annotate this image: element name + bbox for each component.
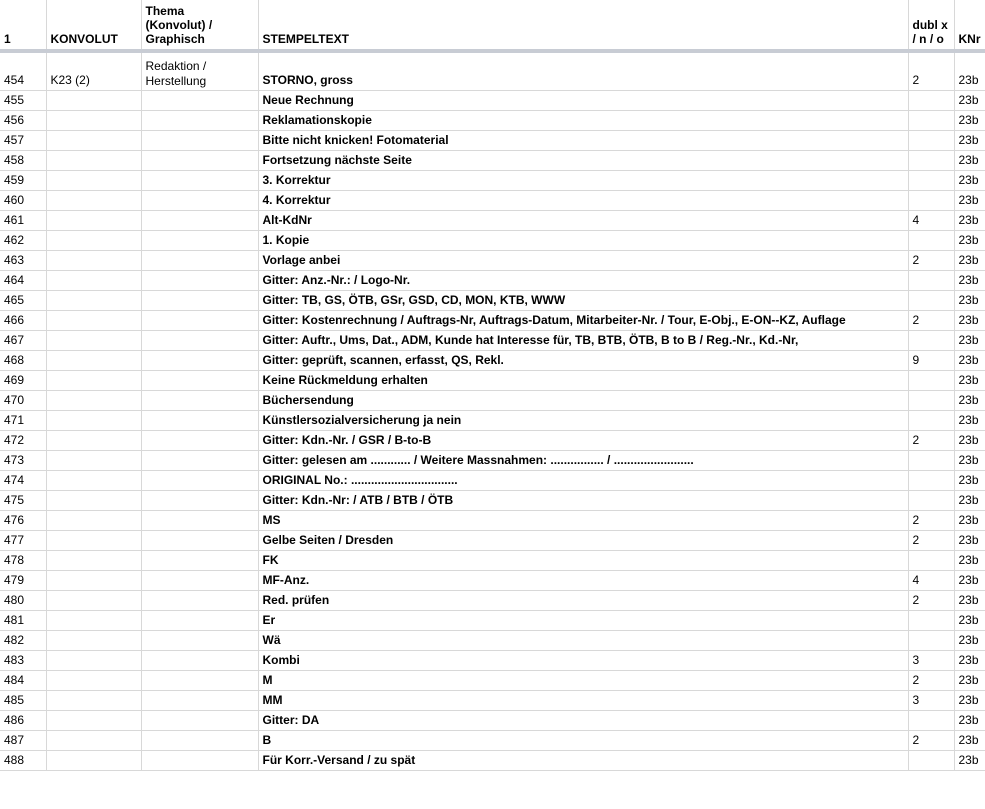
cell-knr[interactable]: 23b bbox=[954, 710, 985, 730]
header-dubl[interactable]: dubl x / n / o bbox=[908, 0, 954, 51]
cell-konvolut[interactable] bbox=[46, 530, 141, 550]
table-row bbox=[0, 290, 985, 310]
cell-thema[interactable] bbox=[141, 650, 258, 670]
cell-stempeltext[interactable]: STORNO, gross bbox=[258, 51, 908, 90]
cell-dubl[interactable]: 4 bbox=[908, 570, 954, 590]
cell-dubl[interactable] bbox=[908, 630, 954, 650]
cell-stempeltext[interactable]: Gitter: gelesen am ............ / Weitere Massnahmen: ................ / ........................ bbox=[258, 450, 908, 470]
cell-konvolut[interactable] bbox=[46, 610, 141, 630]
cell-thema[interactable] bbox=[141, 130, 258, 150]
cell-konvolut[interactable] bbox=[46, 730, 141, 750]
cell-knr[interactable]: 23b bbox=[954, 510, 985, 530]
cell-stempeltext[interactable]: Red. prüfen bbox=[258, 590, 908, 610]
table-row bbox=[0, 310, 985, 330]
cell-knr[interactable]: 23b bbox=[954, 190, 985, 210]
cell-stempeltext[interactable]: 3. Korrektur bbox=[258, 170, 908, 190]
cell-nr[interactable]: 475 bbox=[0, 490, 46, 510]
header-nr[interactable]: 1 bbox=[0, 0, 46, 51]
cell-knr[interactable]: 23b bbox=[954, 730, 985, 750]
cell-konvolut[interactable] bbox=[46, 250, 141, 270]
cell-konvolut[interactable] bbox=[46, 150, 141, 170]
cell-nr[interactable]: 455 bbox=[0, 90, 46, 110]
cell-konvolut[interactable] bbox=[46, 470, 141, 490]
cell-konvolut[interactable] bbox=[46, 570, 141, 590]
cell-thema[interactable] bbox=[141, 550, 258, 570]
table-row bbox=[0, 190, 985, 210]
cell-konvolut[interactable] bbox=[46, 450, 141, 470]
cell-nr[interactable]: 463 bbox=[0, 250, 46, 270]
table-row bbox=[0, 590, 985, 610]
cell-knr[interactable]: 23b bbox=[954, 410, 985, 430]
cell-thema[interactable] bbox=[141, 110, 258, 130]
cell-konvolut[interactable] bbox=[46, 430, 141, 450]
cell-thema[interactable] bbox=[141, 150, 258, 170]
cell-stempeltext[interactable]: Neue Rechnung bbox=[258, 90, 908, 110]
cell-knr[interactable]: 23b bbox=[954, 590, 985, 610]
cell-stempeltext[interactable]: Gitter: Auftr., Ums, Dat., ADM, Kunde hat Interesse für, TB, BTB, ÖTB, B to B / Reg.-Nr., Kd.-Nr, bbox=[258, 330, 908, 350]
cell-dubl[interactable]: 9 bbox=[908, 350, 954, 370]
cell-knr[interactable]: 23b bbox=[954, 630, 985, 650]
cell-dubl[interactable] bbox=[908, 150, 954, 170]
cell-konvolut[interactable] bbox=[46, 590, 141, 610]
cell-knr[interactable]: 23b bbox=[954, 610, 985, 630]
cell-dubl[interactable] bbox=[908, 370, 954, 390]
cell-stempeltext[interactable]: Er bbox=[258, 610, 908, 630]
table-row bbox=[0, 610, 985, 630]
cell-thema[interactable] bbox=[141, 250, 258, 270]
cell-konvolut[interactable] bbox=[46, 90, 141, 110]
cell-nr[interactable]: 476 bbox=[0, 510, 46, 530]
cell-thema[interactable] bbox=[141, 610, 258, 630]
cell-konvolut[interactable] bbox=[46, 290, 141, 310]
cell-stempeltext[interactable]: FK bbox=[258, 550, 908, 570]
cell-knr[interactable]: 23b bbox=[954, 330, 985, 350]
cell-stempeltext[interactable]: Fortsetzung nächste Seite bbox=[258, 150, 908, 170]
cell-nr[interactable]: 469 bbox=[0, 370, 46, 390]
cell-thema[interactable] bbox=[141, 470, 258, 490]
cell-stempeltext[interactable]: Vorlage anbei bbox=[258, 250, 908, 270]
cell-thema[interactable] bbox=[141, 710, 258, 730]
cell-thema[interactable] bbox=[141, 170, 258, 190]
cell-dubl[interactable] bbox=[908, 550, 954, 570]
cell-knr[interactable]: 23b bbox=[954, 530, 985, 550]
cell-dubl[interactable] bbox=[908, 230, 954, 250]
cell-nr[interactable]: 485 bbox=[0, 690, 46, 710]
cell-stempeltext[interactable]: Gitter: Kdn.-Nr: / ATB / BTB / ÖTB bbox=[258, 490, 908, 510]
header-knr[interactable]: KNr bbox=[954, 0, 985, 51]
table-row bbox=[0, 370, 985, 390]
cell-dubl[interactable] bbox=[908, 290, 954, 310]
cell-stempeltext[interactable]: Keine Rückmeldung erhalten bbox=[258, 370, 908, 390]
cell-nr[interactable]: 467 bbox=[0, 330, 46, 350]
cell-dubl[interactable] bbox=[908, 710, 954, 730]
cell-konvolut[interactable] bbox=[46, 130, 141, 150]
cell-knr[interactable]: 23b bbox=[954, 150, 985, 170]
cell-thema[interactable] bbox=[141, 530, 258, 550]
cell-dubl[interactable] bbox=[908, 330, 954, 350]
cell-knr[interactable]: 23b bbox=[954, 750, 985, 770]
cell-knr[interactable]: 23b bbox=[954, 51, 985, 90]
cell-nr[interactable]: 462 bbox=[0, 230, 46, 250]
cell-thema[interactable] bbox=[141, 630, 258, 650]
cell-knr[interactable]: 23b bbox=[954, 310, 985, 330]
cell-thema[interactable] bbox=[141, 690, 258, 710]
header-thema[interactable]: Thema (Konvolut) / Graphisch bbox=[141, 0, 258, 51]
cell-dubl[interactable] bbox=[908, 270, 954, 290]
cell-nr[interactable]: 480 bbox=[0, 590, 46, 610]
cell-knr[interactable]: 23b bbox=[954, 290, 985, 310]
cell-dubl[interactable]: 3 bbox=[908, 650, 954, 670]
cell-thema[interactable] bbox=[141, 570, 258, 590]
cell-nr[interactable]: 468 bbox=[0, 350, 46, 370]
cell-nr[interactable]: 464 bbox=[0, 270, 46, 290]
cell-dubl[interactable] bbox=[908, 130, 954, 150]
cell-dubl[interactable] bbox=[908, 750, 954, 770]
cell-knr[interactable]: 23b bbox=[954, 670, 985, 690]
cell-thema[interactable] bbox=[141, 670, 258, 690]
table-row bbox=[0, 550, 985, 570]
cell-nr[interactable]: 482 bbox=[0, 630, 46, 650]
cell-thema[interactable] bbox=[141, 90, 258, 110]
cell-knr[interactable]: 23b bbox=[954, 110, 985, 130]
cell-konvolut[interactable] bbox=[46, 270, 141, 290]
header-stempeltext[interactable]: STEMPELTEXT bbox=[258, 0, 908, 51]
cell-stempeltext[interactable]: Bitte nicht knicken! Fotomaterial bbox=[258, 130, 908, 150]
table-row bbox=[0, 690, 985, 710]
cell-konvolut[interactable] bbox=[46, 110, 141, 130]
table-row bbox=[0, 630, 985, 650]
cell-thema[interactable] bbox=[141, 310, 258, 330]
cell-dubl[interactable]: 2 bbox=[908, 530, 954, 550]
cell-dubl[interactable] bbox=[908, 450, 954, 470]
cell-nr[interactable]: 487 bbox=[0, 730, 46, 750]
table-row bbox=[0, 250, 985, 270]
cell-thema[interactable] bbox=[141, 210, 258, 230]
cell-stempeltext[interactable]: MM bbox=[258, 690, 908, 710]
table-row bbox=[0, 350, 985, 370]
cell-stempeltext[interactable]: B bbox=[258, 730, 908, 750]
cell-konvolut[interactable] bbox=[46, 190, 141, 210]
cell-stempeltext[interactable]: Wä bbox=[258, 630, 908, 650]
cell-dubl[interactable] bbox=[908, 490, 954, 510]
cell-konvolut[interactable] bbox=[46, 210, 141, 230]
cell-nr[interactable]: 470 bbox=[0, 390, 46, 410]
cell-konvolut[interactable] bbox=[46, 750, 141, 770]
cell-konvolut[interactable]: K23 (2) bbox=[46, 51, 141, 90]
cell-thema[interactable] bbox=[141, 410, 258, 430]
table-row bbox=[0, 130, 985, 150]
cell-knr[interactable]: 23b bbox=[954, 450, 985, 470]
cell-dubl[interactable]: 2 bbox=[908, 670, 954, 690]
header-konvolut[interactable]: KONVOLUT bbox=[46, 0, 141, 51]
cell-knr[interactable]: 23b bbox=[954, 390, 985, 410]
table-row bbox=[0, 90, 985, 110]
table-row bbox=[0, 110, 985, 130]
cell-knr[interactable]: 23b bbox=[954, 690, 985, 710]
table-body bbox=[0, 51, 985, 770]
cell-konvolut[interactable] bbox=[46, 710, 141, 730]
table-row bbox=[0, 410, 985, 430]
cell-thema[interactable] bbox=[141, 190, 258, 210]
cell-dubl[interactable] bbox=[908, 90, 954, 110]
table-row bbox=[0, 570, 985, 590]
cell-konvolut[interactable] bbox=[46, 690, 141, 710]
cell-knr[interactable]: 23b bbox=[954, 270, 985, 290]
cell-dubl[interactable]: 2 bbox=[908, 510, 954, 530]
cell-stempeltext[interactable]: Büchersendung bbox=[258, 390, 908, 410]
table-row bbox=[0, 510, 985, 530]
cell-dubl[interactable]: 2 bbox=[908, 590, 954, 610]
cell-dubl[interactable]: 2 bbox=[908, 250, 954, 270]
cell-dubl[interactable]: 2 bbox=[908, 430, 954, 450]
cell-thema[interactable] bbox=[141, 350, 258, 370]
cell-knr[interactable]: 23b bbox=[954, 570, 985, 590]
table-row bbox=[0, 51, 985, 90]
cell-stempeltext[interactable]: Gitter: TB, GS, ÖTB, GSr, GSD, CD, MON, KTB, WWW bbox=[258, 290, 908, 310]
cell-thema[interactable] bbox=[141, 230, 258, 250]
cell-konvolut[interactable] bbox=[46, 670, 141, 690]
cell-stempeltext[interactable]: MS bbox=[258, 510, 908, 530]
cell-dubl[interactable]: 4 bbox=[908, 210, 954, 230]
cell-dubl[interactable]: 2 bbox=[908, 310, 954, 330]
cell-dubl[interactable]: 2 bbox=[908, 51, 954, 90]
cell-stempeltext[interactable]: 1. Kopie bbox=[258, 230, 908, 250]
cell-knr[interactable]: 23b bbox=[954, 490, 985, 510]
table-row bbox=[0, 270, 985, 290]
cell-nr[interactable]: 474 bbox=[0, 470, 46, 490]
table-row bbox=[0, 390, 985, 410]
cell-stempeltext[interactable]: Für Korr.-Versand / zu spät bbox=[258, 750, 908, 770]
cell-nr[interactable]: 456 bbox=[0, 110, 46, 130]
cell-dubl[interactable] bbox=[908, 470, 954, 490]
cell-thema[interactable] bbox=[141, 750, 258, 770]
cell-knr[interactable]: 23b bbox=[954, 430, 985, 450]
cell-konvolut[interactable] bbox=[46, 510, 141, 530]
table-row bbox=[0, 330, 985, 350]
cell-stempeltext[interactable]: 4. Korrektur bbox=[258, 190, 908, 210]
cell-nr[interactable]: 488 bbox=[0, 750, 46, 770]
cell-thema[interactable] bbox=[141, 430, 258, 450]
cell-thema[interactable] bbox=[141, 450, 258, 470]
table-row bbox=[0, 490, 985, 510]
cell-knr[interactable]: 23b bbox=[954, 90, 985, 110]
cell-dubl[interactable] bbox=[908, 190, 954, 210]
cell-nr[interactable]: 479 bbox=[0, 570, 46, 590]
cell-nr[interactable]: 471 bbox=[0, 410, 46, 430]
cell-thema[interactable] bbox=[141, 330, 258, 350]
cell-nr[interactable]: 466 bbox=[0, 310, 46, 330]
cell-thema[interactable] bbox=[141, 490, 258, 510]
cell-stempeltext[interactable]: Reklamationskopie bbox=[258, 110, 908, 130]
cell-dubl[interactable]: 2 bbox=[908, 730, 954, 750]
cell-knr[interactable]: 23b bbox=[954, 170, 985, 190]
cell-nr[interactable]: 454 bbox=[0, 51, 46, 90]
cell-dubl[interactable] bbox=[908, 610, 954, 630]
table-row bbox=[0, 710, 985, 730]
cell-thema[interactable]: Redaktion / Herstellung bbox=[141, 51, 258, 90]
cell-konvolut[interactable] bbox=[46, 330, 141, 350]
table-row bbox=[0, 730, 985, 750]
cell-nr[interactable]: 483 bbox=[0, 650, 46, 670]
cell-nr[interactable]: 457 bbox=[0, 130, 46, 150]
cell-nr[interactable]: 486 bbox=[0, 710, 46, 730]
cell-stempeltext[interactable]: Kombi bbox=[258, 650, 908, 670]
cell-nr[interactable]: 460 bbox=[0, 190, 46, 210]
cell-nr[interactable]: 477 bbox=[0, 530, 46, 550]
cell-konvolut[interactable] bbox=[46, 230, 141, 250]
cell-nr[interactable]: 484 bbox=[0, 670, 46, 690]
cell-konvolut[interactable] bbox=[46, 630, 141, 650]
table-row bbox=[0, 750, 985, 770]
cell-konvolut[interactable] bbox=[46, 650, 141, 670]
cell-stempeltext[interactable]: Gitter: Anz.-Nr.: / Logo-Nr. bbox=[258, 270, 908, 290]
cell-stempeltext[interactable]: ORIGINAL No.: ................................ bbox=[258, 470, 908, 490]
cell-knr[interactable]: 23b bbox=[954, 250, 985, 270]
cell-nr[interactable]: 472 bbox=[0, 430, 46, 450]
cell-thema[interactable] bbox=[141, 590, 258, 610]
cell-konvolut[interactable] bbox=[46, 350, 141, 370]
table-row bbox=[0, 670, 985, 690]
cell-konvolut[interactable] bbox=[46, 410, 141, 430]
cell-konvolut[interactable] bbox=[46, 170, 141, 190]
table-row bbox=[0, 150, 985, 170]
table-row bbox=[0, 450, 985, 470]
cell-nr[interactable]: 458 bbox=[0, 150, 46, 170]
cell-dubl[interactable] bbox=[908, 110, 954, 130]
cell-stempeltext[interactable]: Alt-KdNr bbox=[258, 210, 908, 230]
cell-thema[interactable] bbox=[141, 730, 258, 750]
cell-thema[interactable] bbox=[141, 390, 258, 410]
table-row bbox=[0, 650, 985, 670]
cell-stempeltext[interactable]: Gelbe Seiten / Dresden bbox=[258, 530, 908, 550]
cell-konvolut[interactable] bbox=[46, 310, 141, 330]
header-row bbox=[0, 0, 985, 51]
cell-thema[interactable] bbox=[141, 270, 258, 290]
cell-dubl[interactable] bbox=[908, 410, 954, 430]
table-row bbox=[0, 530, 985, 550]
cell-konvolut[interactable] bbox=[46, 550, 141, 570]
cell-dubl[interactable] bbox=[908, 170, 954, 190]
cell-knr[interactable]: 23b bbox=[954, 470, 985, 490]
table-row bbox=[0, 430, 985, 450]
table-row bbox=[0, 470, 985, 490]
cell-konvolut[interactable] bbox=[46, 390, 141, 410]
cell-stempeltext[interactable]: Gitter: Kostenrechnung / Auftrags-Nr, Auftrags-Datum, Mitarbeiter-Nr. / Tour, E-Obj., E-ON--KZ, Auflage bbox=[258, 310, 908, 330]
table-row bbox=[0, 210, 985, 230]
cell-stempeltext[interactable]: Gitter: geprüft, scannen, erfasst, QS, Rekl. bbox=[258, 350, 908, 370]
cell-thema[interactable] bbox=[141, 290, 258, 310]
cell-dubl[interactable] bbox=[908, 390, 954, 410]
cell-nr[interactable]: 465 bbox=[0, 290, 46, 310]
cell-thema[interactable] bbox=[141, 510, 258, 530]
cell-dubl[interactable]: 3 bbox=[908, 690, 954, 710]
cell-nr[interactable]: 473 bbox=[0, 450, 46, 470]
cell-konvolut[interactable] bbox=[46, 370, 141, 390]
table-row bbox=[0, 230, 985, 250]
cell-nr[interactable]: 459 bbox=[0, 170, 46, 190]
cell-thema[interactable] bbox=[141, 370, 258, 390]
cell-knr[interactable]: 23b bbox=[954, 550, 985, 570]
cell-stempeltext[interactable]: M bbox=[258, 670, 908, 690]
cell-knr[interactable]: 23b bbox=[954, 130, 985, 150]
cell-stempeltext[interactable]: MF-Anz. bbox=[258, 570, 908, 590]
cell-nr[interactable]: 481 bbox=[0, 610, 46, 630]
cell-nr[interactable]: 461 bbox=[0, 210, 46, 230]
cell-nr[interactable]: 478 bbox=[0, 550, 46, 570]
cell-knr[interactable]: 23b bbox=[954, 230, 985, 250]
cell-stempeltext[interactable]: Gitter: DA bbox=[258, 710, 908, 730]
cell-konvolut[interactable] bbox=[46, 490, 141, 510]
cell-knr[interactable]: 23b bbox=[954, 210, 985, 230]
cell-knr[interactable]: 23b bbox=[954, 650, 985, 670]
cell-knr[interactable]: 23b bbox=[954, 370, 985, 390]
table-row bbox=[0, 170, 985, 190]
cell-knr[interactable]: 23b bbox=[954, 350, 985, 370]
cell-stempeltext[interactable]: Gitter: Kdn.-Nr. / GSR / B-to-B bbox=[258, 430, 908, 450]
cell-stempeltext[interactable]: Künstlersozialversicherung ja nein bbox=[258, 410, 908, 430]
